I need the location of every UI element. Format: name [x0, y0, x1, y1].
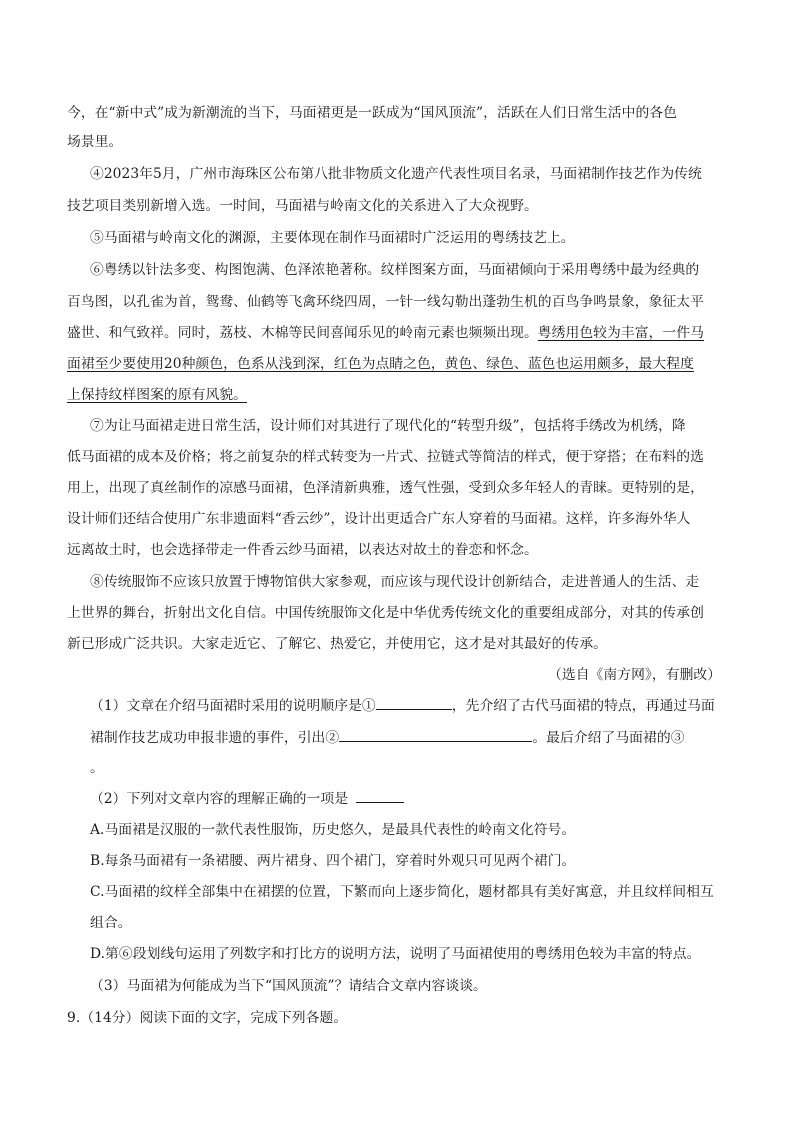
q1-text-d: 。最后介绍了马面裙的③ [532, 730, 685, 746]
q2-option-c-line-2: 组合。 [90, 915, 132, 931]
p8-line-3: 新已形成广泛共识。大家走近它、了解它、热爱它，并使用它，这才是对其最好的传承。 [67, 636, 608, 652]
p7-line-4: 设计师们还结合使用广东非遗面料“香云纱”，设计出更适合广东人穿着的马面裙。这样，许多海外华人 [67, 511, 691, 527]
question-2-stem [90, 790, 404, 808]
p6-underlined-line-4: 面裙至少要使用20种颜色，色系从浅到深，红色为点睛之色，黄色、绿色、蓝色也运用颇多，最大程度 [67, 356, 694, 372]
p6-line-2: 百鸟图，以孔雀为首，鸳鸯、仙鹤等飞禽环绕四周，一针一线勾勒出蓬勃生机的百鸟争鸣景象，象征太平 [67, 294, 704, 310]
p7-line-5: 远离故土时，也会选择带走一件香云纱马面裙，以表达对故土的眷恋和怀念。 [67, 542, 538, 558]
question-1-line-2 [90, 729, 685, 747]
p7-line-2: 低马面裙的成本及价格；将之前复杂的样式转变为一片式、拉链式等简洁的样式，便于穿搭；在布料的选 [67, 449, 704, 465]
q2-option-c-line-1: C.马面裙的纹样全部集中在裙摆的位置，下繁而向上逐步简化，题材都具有美好寓意，并且纹样间相互 [90, 884, 714, 900]
p8-line-1: ⑧传统服饰不应该只放置于博物馆供大家参观，而应该与现代设计创新结合，走进普通人的生活、走 [90, 574, 700, 590]
q1-text-c: 裙制作技艺成功申报非遗的事件，引出② [90, 730, 340, 746]
p6-line-3 [67, 324, 704, 342]
q1-blank-2[interactable] [339, 729, 532, 742]
p5-line-1: ⑤马面裙与岭南文化的渊源，主要体现在制作马面裙时广泛运用的粤绣技艺上。 [90, 230, 575, 246]
q2-answer-blank[interactable] [356, 790, 404, 803]
q2-option-a: A.马面裙是汉服的一款代表性服饰，历史悠久，是最具代表性的岭南文化符号。 [90, 822, 576, 838]
q2-stem-text: （2）下列对文章内容的理解正确的一项是 [90, 791, 349, 807]
p6-line-1: ⑥粤绣以针法多变、构图饱满、色泽浓艳著称。纹样图案方面，马面裙倾向于采用粤绣中最为经典的 [90, 262, 700, 278]
p6-line-3-plain: 盛世、和气致祥。同时，荔枝、木棉等民间喜闻乐见的岭南元素也频频出现。 [67, 325, 538, 341]
p8-line-2: 上世界的舞台，折射出文化自信。中国传统服饰文化是中华优秀传统文化的重要组成部分，对其的传承创 [67, 605, 704, 621]
p7-line-3: 用上，出现了真丝制作的凉感马面裙，色泽清新典雅，透气性强，受到众多年轻人的青睐。更特别的是， [67, 480, 704, 496]
question-9-stem: 9.（14分）阅读下面的文字，完成下列各题。 [67, 1010, 348, 1026]
p7-line-1: ⑦为让马面裙走进日常生活，设计师们对其进行了现代化的“转型升级”，包括将手绣改为机绣，降 [90, 418, 686, 434]
question-1-line-3: 。 [90, 760, 104, 776]
q1-text-a: （1）文章在介绍马面裙时采用的说明顺序是① [90, 698, 376, 714]
question-1-line-1 [90, 697, 715, 715]
p6-underlined-sentence-start: 粤绣用色较为丰富，一件马 [537, 325, 704, 341]
article-source: （选自《南方网》，有删改） [548, 667, 722, 683]
p3-line-2: 场景里。 [67, 134, 123, 150]
q2-option-d: D.第⑥段划线句运用了列数字和打比方的说明方法，说明了马面裙使用的粤绣用色较为丰富的特点。 [90, 946, 701, 962]
q2-option-b: B.每条马面裙有一条裙腰、两片裙身、四个裙门，穿着时外观只可见两个裙门。 [90, 853, 576, 869]
question-3-stem: （3）马面裙为何能成为当下“国风顶流”？请结合文章内容谈谈。 [90, 978, 487, 994]
q1-text-b: ，先介绍了古代马面裙的特点，再通过马面 [451, 698, 715, 714]
p6-underlined-line-5: 上保持纹样图案的原有风貌。 [67, 387, 248, 403]
p4-line-2: 技艺项目类别新增入选。一时间，马面裙与岭南文化的关系进入了大众视野。 [67, 198, 538, 214]
p4-line-1: ④2023年5月，广州市海珠区公布第八批非物质文化遗产代表性项目名录，马面裙制作技艺作为传统 [90, 166, 702, 182]
q1-blank-1[interactable] [376, 697, 452, 710]
p3-line-1: 今，在“新中式”成为新潮流的当下，马面裙更是一跃成为“国风顶流”，活跃在人们日常生活中的各色 [67, 105, 677, 121]
